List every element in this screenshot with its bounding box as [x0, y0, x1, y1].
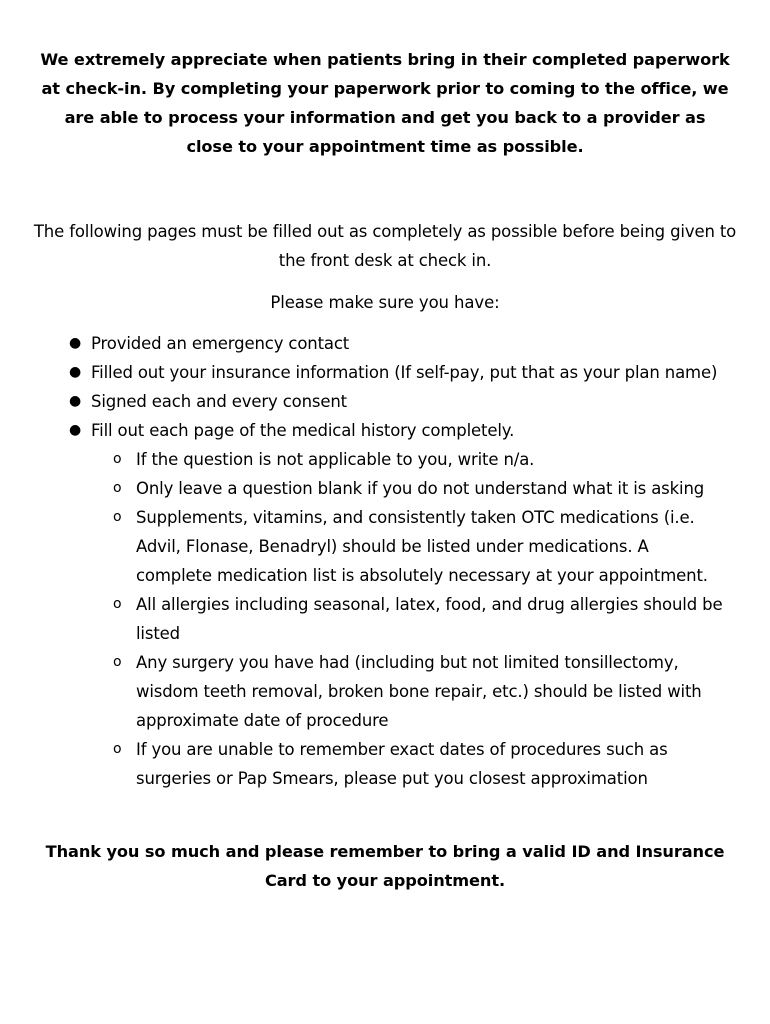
sublist-item: [0, 648, 726, 735]
bullet-icon: ●: [69, 393, 82, 409]
thank-you-paragraph: Thank you so much and please remember to bring a valid ID and Insurance Card to your appointment.: [45, 842, 725, 890]
checklist-item-text: Provided an emergency contact: [91, 334, 350, 353]
checklist-item: [0, 387, 731, 416]
sublist-item: [0, 503, 726, 590]
sublist-item-text: If the question is not applicable to you, write n/a.: [136, 450, 535, 469]
checklist-item-text: Filled out your insurance information (If self-pay, put that as your plan name): [91, 363, 718, 382]
checklist-item: [0, 329, 731, 358]
instructions-paragraph: The following pages must be filled out as completely as possible before being given to the front desk at check in.: [33, 222, 737, 270]
sublist-item: [0, 735, 726, 793]
bullet-icon: ●: [69, 335, 82, 351]
hollow-bullet-icon: o: [113, 509, 122, 525]
medical-history-sublist: [0, 445, 770, 793]
hollow-bullet-icon: o: [113, 451, 122, 467]
hollow-bullet-icon: o: [113, 480, 122, 496]
sublist-item-text: Only leave a question blank if you do not understand what it is asking: [136, 479, 705, 498]
hollow-bullet-icon: o: [113, 596, 122, 612]
sublist-item: [0, 445, 726, 474]
make-sure-heading: Please make sure you have:: [270, 293, 500, 312]
sublist-item-text: All allergies including seasonal, latex, food, and drug allergies should be listed: [136, 595, 723, 643]
checklist-item-text: Signed each and every consent: [91, 392, 347, 411]
checklist: [0, 329, 770, 793]
sublist-item-text: If you are unable to remember exact dates of procedures such as surgeries or Pap Smears, please put you closest approximation: [136, 740, 668, 788]
sublist-item-text: Any surgery you have had (including but not limited tonsillectomy, wisdom teeth removal, broken bone repair, etc.) should be listed with approximate date of procedure: [136, 653, 702, 730]
bullet-icon: ●: [69, 364, 82, 380]
sublist-item: [0, 474, 726, 503]
bullet-icon: ●: [69, 422, 82, 438]
checklist-item: [0, 358, 731, 387]
hollow-bullet-icon: o: [113, 741, 122, 757]
sublist-item: [0, 590, 726, 648]
sublist-item-text: Supplements, vitamins, and consistently taken OTC medications (i.e. Advil, Flonase, Benadryl) should be listed under medications. A complete medication list is absolutely necessary at your appointment.: [136, 508, 708, 585]
intro-paragraph: We extremely appreciate when patients bring in their completed paperwork at check-in. By completing your paperwork prior to coming to the office, we are able to process your information and get you back to a provider as close to your appointment time as possible.: [40, 50, 730, 156]
checklist-item-text: Fill out each page of the medical history completely.: [91, 421, 515, 440]
hollow-bullet-icon: o: [113, 654, 122, 670]
checklist-item: [0, 416, 731, 793]
